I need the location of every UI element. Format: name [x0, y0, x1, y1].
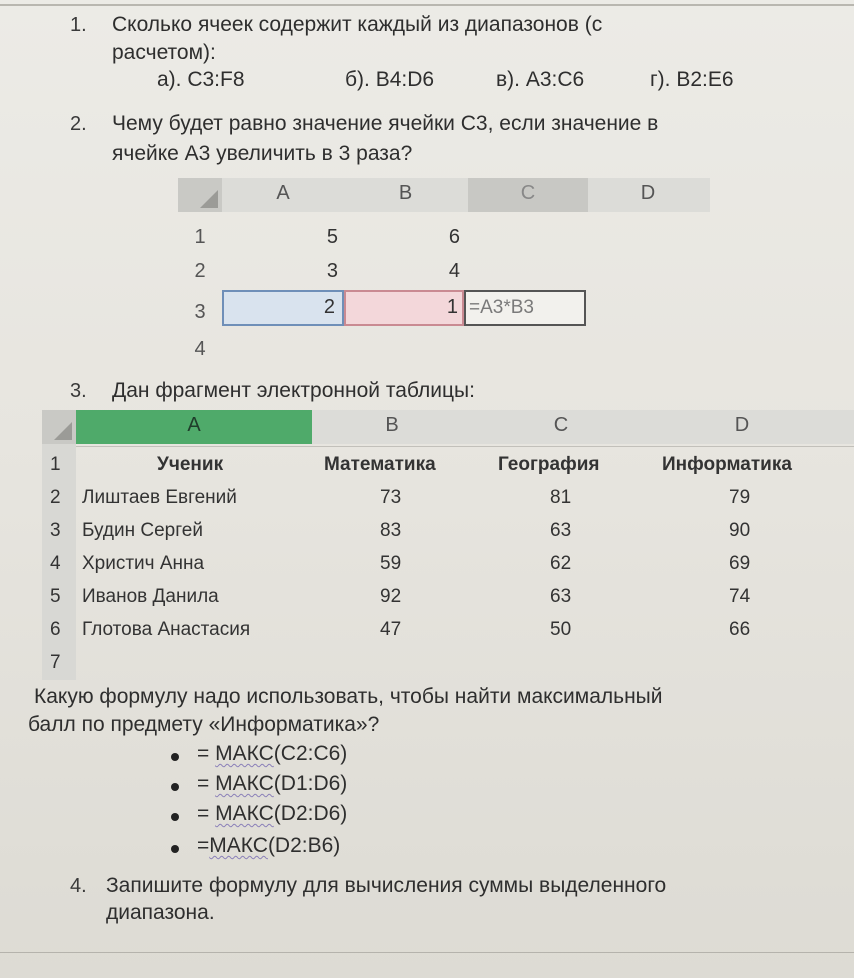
q3-r6-name: Глотова Анастасия [82, 619, 251, 640]
q3-r3-name: Будин Сергей [82, 520, 203, 541]
answer-bullet-1 [171, 753, 179, 761]
q3-header-geo: География [498, 454, 600, 475]
q2-formula-c3: =A3*B3 [469, 297, 534, 318]
q2-cell-b2: 4 [448, 260, 460, 282]
answer-option-4: =МАКС(D2:B6) [197, 834, 341, 857]
q3-r6-inf: 66 [729, 619, 751, 640]
q3-question-line1: Какую формулу надо использовать, чтобы найти максимальный [34, 685, 663, 708]
top-divider [0, 4, 854, 6]
q3-corner-triangle [54, 422, 72, 440]
q3-col-d: D [734, 414, 750, 436]
answer-bullet-3 [171, 813, 179, 821]
q2-row-3: 3 [194, 301, 206, 323]
q3-r5-name: Иванов Данила [82, 586, 219, 607]
q3-r6-math: 47 [380, 619, 402, 640]
q2-cell-b3: 1 [446, 296, 458, 318]
q3-grid-line [76, 446, 854, 447]
q1-option-d: г). B2:E6 [650, 68, 734, 91]
q1-line2: расчетом): [112, 41, 216, 64]
q4-line2: диапазона. [106, 901, 215, 924]
answer-option-3: = МАКС(D2:D6) [197, 802, 348, 825]
q3-r3-math: 83 [380, 520, 402, 541]
q1-line1: Сколько ячеек содержит каждый из диапазонов (с [112, 13, 603, 36]
q2-number: 2. [70, 113, 87, 135]
q3-col-c: C [553, 414, 569, 436]
q3-r2-geo: 81 [550, 487, 572, 508]
q4-number: 4. [70, 875, 87, 897]
q3-r2-math: 73 [380, 487, 402, 508]
q2-cell-a1: 5 [326, 226, 338, 248]
q2-select-all-corner [178, 178, 222, 212]
q3-r4-name: Христич Анна [82, 553, 205, 574]
q2-cell-a3: 2 [323, 296, 335, 318]
q3-title: Дан фрагмент электронной таблицы: [112, 379, 475, 402]
q3-r4-math: 59 [380, 553, 402, 574]
answer-bullet-4 [171, 845, 179, 853]
q2-cell-a2: 3 [326, 260, 338, 282]
q3-rownum-3: 3 [50, 520, 61, 541]
q1-option-b: б). B4:D6 [345, 68, 435, 91]
q3-spreadsheet [42, 410, 854, 680]
q3-r2-inf: 79 [729, 487, 751, 508]
q2-row-2: 2 [194, 260, 206, 282]
q3-r3-geo: 63 [550, 520, 572, 541]
q3-col-a: A [187, 414, 201, 436]
q2-spreadsheet [178, 178, 710, 368]
q3-r4-geo: 62 [550, 553, 572, 574]
q2-line2: ячейке А3 увеличить в 3 раза? [112, 142, 413, 165]
q3-header-inf: Информатика [662, 454, 792, 475]
q3-number: 3. [70, 380, 87, 402]
q3-header-math: Математика [324, 454, 436, 475]
q1-number: 1. [70, 14, 87, 36]
bottom-divider [0, 952, 854, 953]
q1-option-c: в). A3:C6 [496, 68, 585, 91]
q3-col-b: B [385, 414, 399, 436]
q2-row-1: 1 [194, 226, 206, 248]
q3-rownum-5: 5 [50, 586, 61, 607]
q2-col-b: B [398, 182, 413, 204]
q2-col-a: A [276, 182, 290, 204]
q3-r2-name: Лиштаев Евгений [82, 487, 237, 508]
answer-bullet-2 [171, 783, 179, 791]
q3-r4-inf: 69 [729, 553, 751, 574]
q1-option-a: а). C3:F8 [157, 68, 245, 91]
q3-rownum-7: 7 [50, 652, 61, 673]
q2-col-c: C [520, 182, 536, 204]
q3-r5-math: 92 [380, 586, 402, 607]
answer-option-1: = МАКС(C2:C6) [197, 742, 348, 765]
q3-question-line2: балл по предмету «Информатика»? [28, 713, 380, 736]
q2-col-d: D [640, 182, 656, 204]
answer-option-2: = МАКС(D1:D6) [197, 772, 348, 795]
q2-row-4: 4 [194, 338, 206, 360]
q3-rownum-6: 6 [50, 619, 61, 640]
q3-r3-inf: 90 [729, 520, 751, 541]
q2-line1: Чему будет равно значение ячейки С3, если значение в [112, 112, 659, 135]
q3-rownum-1: 1 [50, 454, 61, 475]
q3-r6-geo: 50 [550, 619, 572, 640]
q4-line1: Запишите формулу для вычисления суммы выделенного [106, 874, 667, 897]
q3-rownum-2: 2 [50, 487, 61, 508]
q2-cell-b1: 6 [448, 226, 460, 248]
q3-header-student: Ученик [157, 454, 224, 475]
q3-rownum-4: 4 [50, 553, 61, 574]
q3-r5-geo: 63 [550, 586, 572, 607]
q3-r5-inf: 74 [729, 586, 751, 607]
